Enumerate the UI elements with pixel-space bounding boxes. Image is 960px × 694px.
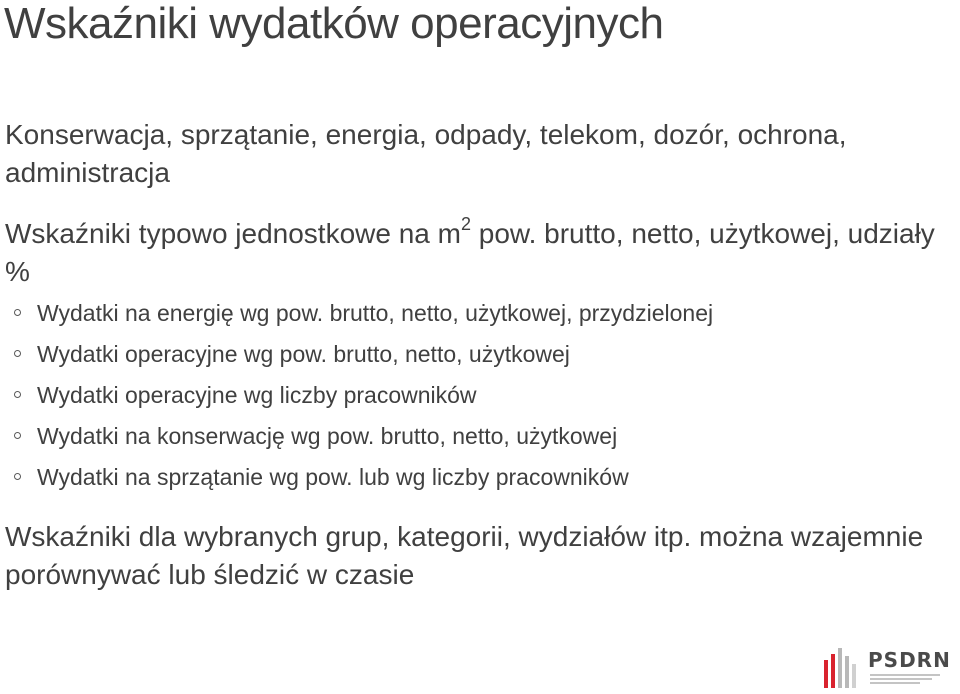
superscript-2: 2 xyxy=(460,213,471,234)
unit-indicators-text: Wskaźniki typowo jednostkowe na m xyxy=(5,218,461,249)
paragraph-cost-categories: Konserwacja, sprzątanie, energia, odpady, telekom, dozór, ochrona, administracja xyxy=(5,119,847,188)
list-item-text: Wydatki operacyjne wg pow. brutto, netto, użytkowej xyxy=(37,341,570,367)
list-item-text: Wydatki operacyjne wg liczby pracowników xyxy=(37,382,477,408)
circle-bullet-icon xyxy=(14,309,21,316)
logo-wordmark: PSDRN xyxy=(868,648,951,672)
psdrn-logo xyxy=(822,644,958,690)
slide-title: Wskaźniki wydatków operacyjnych xyxy=(4,0,664,48)
circle-bullet-icon xyxy=(14,473,21,480)
circle-bullet-icon xyxy=(14,432,21,439)
list-item-text: Wydatki na sprzątanie wg pow. lub wg liczby pracowników xyxy=(37,464,629,490)
list-item-text: Wydatki na konserwację wg pow. brutto, netto, użytkowej xyxy=(37,423,618,449)
circle-bullet-icon xyxy=(14,350,21,357)
bars-logo-icon xyxy=(822,644,862,690)
unit-indicators-text-rest: pow. brutto, netto, użytkowej, udziały % xyxy=(5,218,935,287)
paragraph-comparison: Wskaźniki dla wybranych grup, kategorii, wydziałów itp. można wzajemnie porównywać lub śledzić w czasie xyxy=(5,521,924,590)
list-item-text: Wydatki na energię wg pow. brutto, netto, użytkowej, przydzielonej xyxy=(37,300,714,326)
paragraph-unit-indicators xyxy=(5,215,945,291)
logo-tagline-lines xyxy=(870,673,950,685)
circle-bullet-icon xyxy=(14,391,21,398)
